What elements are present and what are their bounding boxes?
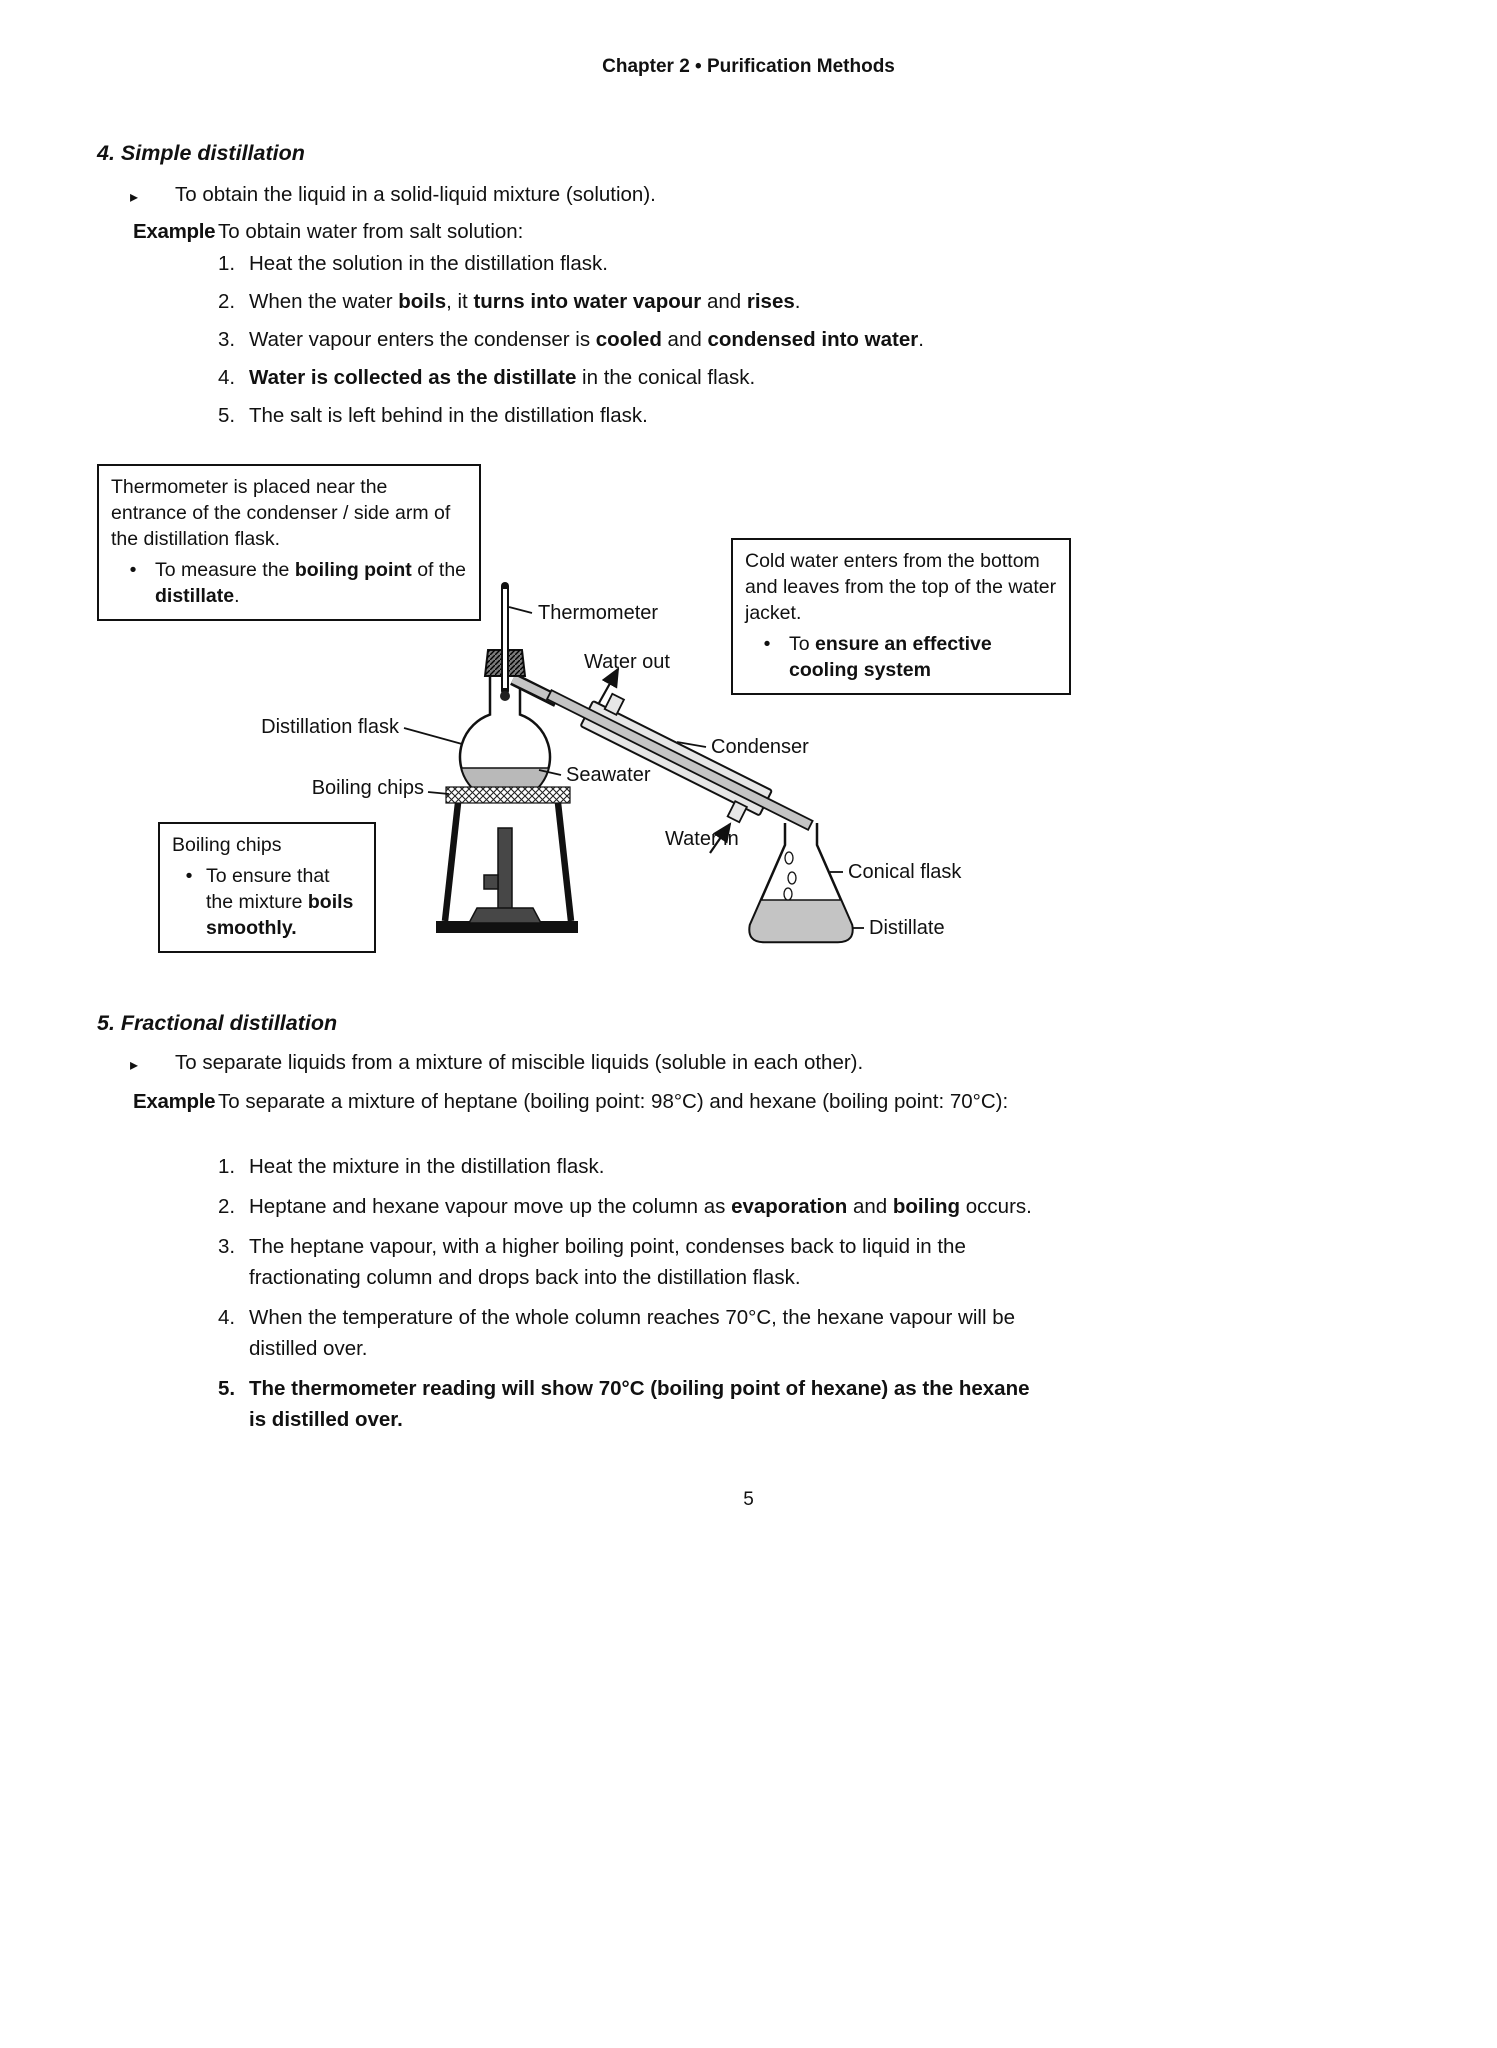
step-text: Water vapour enters the condenser is cooled and condensed into water. [249, 328, 924, 351]
note-text: Thermometer is placed near the entrance of the condenser / side arm of the distillation flask. [111, 476, 451, 550]
section4-point [130, 181, 656, 211]
note-bullet-text: To ensure an effective cooling system [789, 633, 992, 681]
note-text: Cold water enters from the bottom and leaves from the top of the water jacket. [745, 550, 1057, 624]
step-row [218, 364, 1358, 391]
label-water-out: Water out [584, 651, 670, 673]
step-number: 4. [218, 1306, 236, 1329]
simple-distillation-steps [218, 250, 1358, 440]
label-distillate: Distillate [869, 917, 945, 939]
note-bullet [172, 863, 362, 941]
step-text: When the water boils, it turns into water vapour and rises. [249, 290, 801, 313]
thermometer-bulb [500, 691, 510, 701]
step-number: 3. [218, 1235, 236, 1258]
example-label: Example [133, 1090, 216, 1113]
step-number: 5. [218, 1377, 236, 1400]
step-row [218, 1191, 1358, 1222]
page-number: 5 [743, 1489, 754, 1510]
section5-heading: 5. Fractional distillation [97, 1011, 338, 1035]
example-label: Example [133, 220, 216, 243]
point-text: To separate liquids from a mixture of miscible liquids (soluble in each other). [175, 1051, 864, 1074]
label-thermometer: Thermometer [538, 602, 659, 624]
label-conical-flask: Conical flask [848, 861, 962, 883]
bullet-icon: • [129, 559, 137, 581]
condenser-inner-tube [547, 690, 813, 830]
step-text: The thermometer reading will show 70°C (boiling point of hexane) as the hexane is distilled over. [249, 1377, 1030, 1431]
step-row [218, 402, 1358, 429]
droplet [784, 888, 792, 900]
step-row [218, 1151, 1358, 1182]
step-row [218, 288, 1358, 315]
example-text: To obtain water from salt solution: [218, 220, 524, 243]
arrow-bullet-icon: ▸ [130, 189, 139, 206]
condenser-assembly [536, 669, 823, 852]
thermometer-instrument [500, 586, 510, 701]
step-row [218, 1373, 1358, 1435]
bullet-icon: • [185, 865, 193, 887]
step-row [218, 1302, 1358, 1364]
note-bullet-text: To ensure that the mixture boils smoothly. [206, 865, 354, 939]
step-text: The heptane vapour, with a higher boiling point, condenses back to liquid in the fractionating column and drops back into the distillation flask. [249, 1235, 966, 1289]
distillation-diagram [0, 460, 1497, 1000]
step-number: 2. [218, 1195, 236, 1218]
leader-line [404, 728, 462, 744]
thermometer-note-box [97, 464, 481, 621]
distillate-liquid [750, 900, 853, 942]
example-text: To separate a mixture of heptane (boiling point: 98°C) and hexane (boiling point: 70°C): [218, 1090, 1009, 1113]
boiling-chips-note-box [158, 822, 376, 953]
step-row [218, 250, 1358, 277]
step-row [218, 1231, 1358, 1293]
chapter-header: Chapter 2 • Purification Methods [602, 56, 895, 77]
label-seawater: Seawater [566, 764, 651, 786]
step-number: 5. [218, 404, 236, 427]
section5-point [130, 1049, 863, 1079]
section5-example [133, 1086, 1018, 1117]
tripod-leg [445, 803, 458, 921]
step-text: When the temperature of the whole column reaches 70°C, the hexane vapour will be distilled over. [249, 1306, 1015, 1360]
label-condenser: Condenser [711, 736, 809, 758]
step-number: 2. [218, 290, 236, 313]
step-row [218, 326, 1358, 353]
note-bullet [745, 631, 1057, 683]
note-title: Boiling chips [172, 834, 282, 856]
step-number: 4. [218, 366, 236, 389]
step-text: Heptane and hexane vapour move up the column as evaporation and boiling occurs. [249, 1195, 1032, 1218]
note-bullet [111, 557, 467, 609]
label-water-in: Water in [665, 828, 739, 850]
section4-heading: 4. Simple distillation [97, 141, 305, 165]
droplet [788, 872, 796, 884]
tripod-leg [558, 803, 571, 921]
point-text: To obtain the liquid in a solid-liquid mixture (solution). [175, 183, 656, 206]
step-text: The salt is left behind in the distillation flask. [249, 404, 648, 427]
step-number: 3. [218, 328, 236, 351]
arrow-bullet-icon: ▸ [130, 1057, 139, 1074]
leader-line [509, 607, 532, 613]
section4-example [133, 216, 1018, 247]
bullet-icon: • [763, 633, 771, 655]
fractional-distillation-steps [218, 1151, 1358, 1444]
boiling-chips-gauze [446, 787, 570, 803]
step-text: Heat the mixture in the distillation flask. [249, 1155, 605, 1178]
note-bullet-text: To measure the boiling point of the distillate. [155, 559, 467, 607]
step-text: Heat the solution in the distillation flask. [249, 252, 608, 275]
step-number: 1. [218, 1155, 236, 1178]
step-text: Water is collected as the distillate in the conical flask. [249, 366, 756, 389]
bunsen-burner [469, 828, 541, 923]
droplet [785, 852, 793, 864]
step-number: 1. [218, 252, 236, 275]
label-boiling-chips: Boiling chips [311, 777, 424, 799]
cooling-note-box [731, 538, 1071, 695]
label-distillation-flask: Distillation flask [261, 716, 399, 738]
